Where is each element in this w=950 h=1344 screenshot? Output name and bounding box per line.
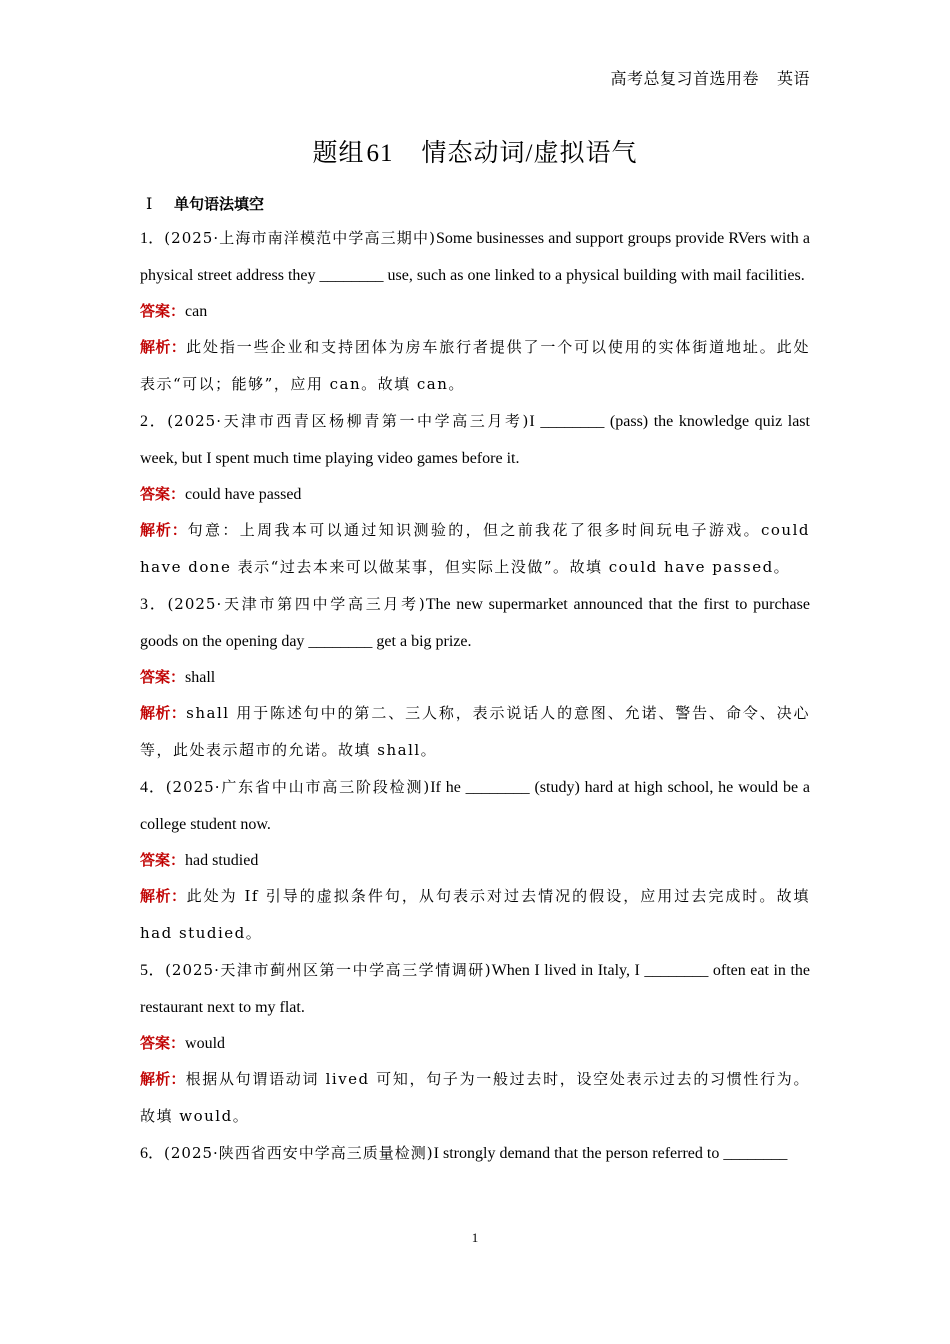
question-number: 2． [140,413,168,430]
answer-4 [140,843,810,878]
answer-text: would [185,1035,226,1052]
page-number: 1 [471,1230,479,1245]
answer-label: 答案： [140,302,186,320]
title-number: 61 [366,140,394,167]
question-text: I strongly demand that the person referred to ________ [433,1145,788,1162]
running-header [610,66,810,89]
question-source: (2025·天津市西青区杨柳青第一中学高三月考) [167,412,530,430]
question-number: 5． [140,962,166,979]
explanation-5 [140,1061,810,1135]
answer-1 [140,294,810,329]
question-5 [140,952,810,1026]
question-text: When I lived in Italy, I ________ often eat in the restaurant next to my flat. [140,962,810,1016]
explanation-text: 根据从句谓语动词 lived 可知，句子为一般过去时，设空处表示过去的习惯性行为。故填 would。 [140,1070,810,1125]
question-number: 4． [140,779,166,796]
explanation-label: 解析： [140,704,187,722]
explanation-text: 此处指一些企业和支持团体为房车旅行者提供了一个可以使用的实体街道地址。此处表示“可以；能够”，应用 can。故填 can。 [140,338,810,393]
answer-text: shall [185,669,216,686]
answer-label: 答案： [140,668,186,686]
subject-label: 英语 [776,71,810,88]
question-text: If he ________ (study) hard at high school, he would be a college student now. [140,779,810,833]
question-text: Some businesses and support groups provide RVers with a physical street address they ________ use, such as one linked to a physical building with mail facilities. [140,230,810,284]
answer-3 [140,660,810,695]
question-text: The new supermarket announced that the first to purchase goods on the opening day ________ get a big prize. [140,596,810,650]
explanation-text: shall 用于陈述句中的第二、三人称，表示说话人的意图、允诺、警告、命令、决心等，此处表示超市的允诺。故填 shall。 [140,704,810,759]
explanation-1 [140,329,810,403]
section-heading [140,188,810,220]
explanation-label: 解析： [140,338,187,356]
question-source: (2025·陕西省西安中学高三质量检测) [164,1144,434,1162]
question-number: 1． [140,230,165,247]
section-label: 单句语法填空 [174,195,265,213]
question-source: (2025·广东省中山市高三阶段检测) [165,778,431,796]
question-source: (2025·天津市蓟州区第一中学高三学情调研) [165,961,492,979]
explanation-text: 句意：上周我本可以通过知识测验的，但之前我花了很多时间玩电子游戏。could have done 表示“过去本来可以做某事，但实际上没做”。故填 could have passed。 [140,521,810,576]
question-6 [140,1135,810,1172]
question-number: 3． [140,596,168,613]
question-number: 6． [140,1145,165,1162]
title-prefix: 题组 [312,140,365,167]
book-title: 高考总复习首选用卷 [610,71,759,88]
answer-5 [140,1026,810,1061]
explanation-2 [140,512,810,586]
answer-label: 答案： [140,485,186,503]
section-roman: Ⅰ [146,196,153,213]
question-source: (2025·天津市第四中学高三月考) [167,595,426,613]
question-text: I ________ (pass) the knowledge quiz last week, but I spent much time playing video games before it. [140,413,810,467]
answer-label: 答案： [140,851,186,869]
title-topic: 情态动词/虚拟语气 [421,140,638,167]
question-source: (2025·上海市南洋模范中学高三期中) [164,229,436,247]
explanation-4 [140,878,810,952]
explanation-text: 此处为 If 引导的虚拟条件句，从句表示对过去情况的假设，应用过去完成时。故填 had studied。 [140,887,810,942]
page-title [0,133,950,169]
explanation-label: 解析： [140,1070,186,1088]
question-2 [140,403,810,477]
explanation-label: 解析： [140,521,188,539]
question-3 [140,586,810,660]
exercise-content [140,188,810,1172]
explanation-label: 解析： [140,887,187,905]
answer-text: had studied [185,852,259,869]
answer-text: can [185,303,208,320]
question-4 [140,769,810,843]
explanation-3 [140,695,810,769]
answer-text: could have passed [185,486,302,503]
question-1 [140,220,810,294]
answer-label: 答案： [140,1034,186,1052]
answer-2 [140,477,810,512]
